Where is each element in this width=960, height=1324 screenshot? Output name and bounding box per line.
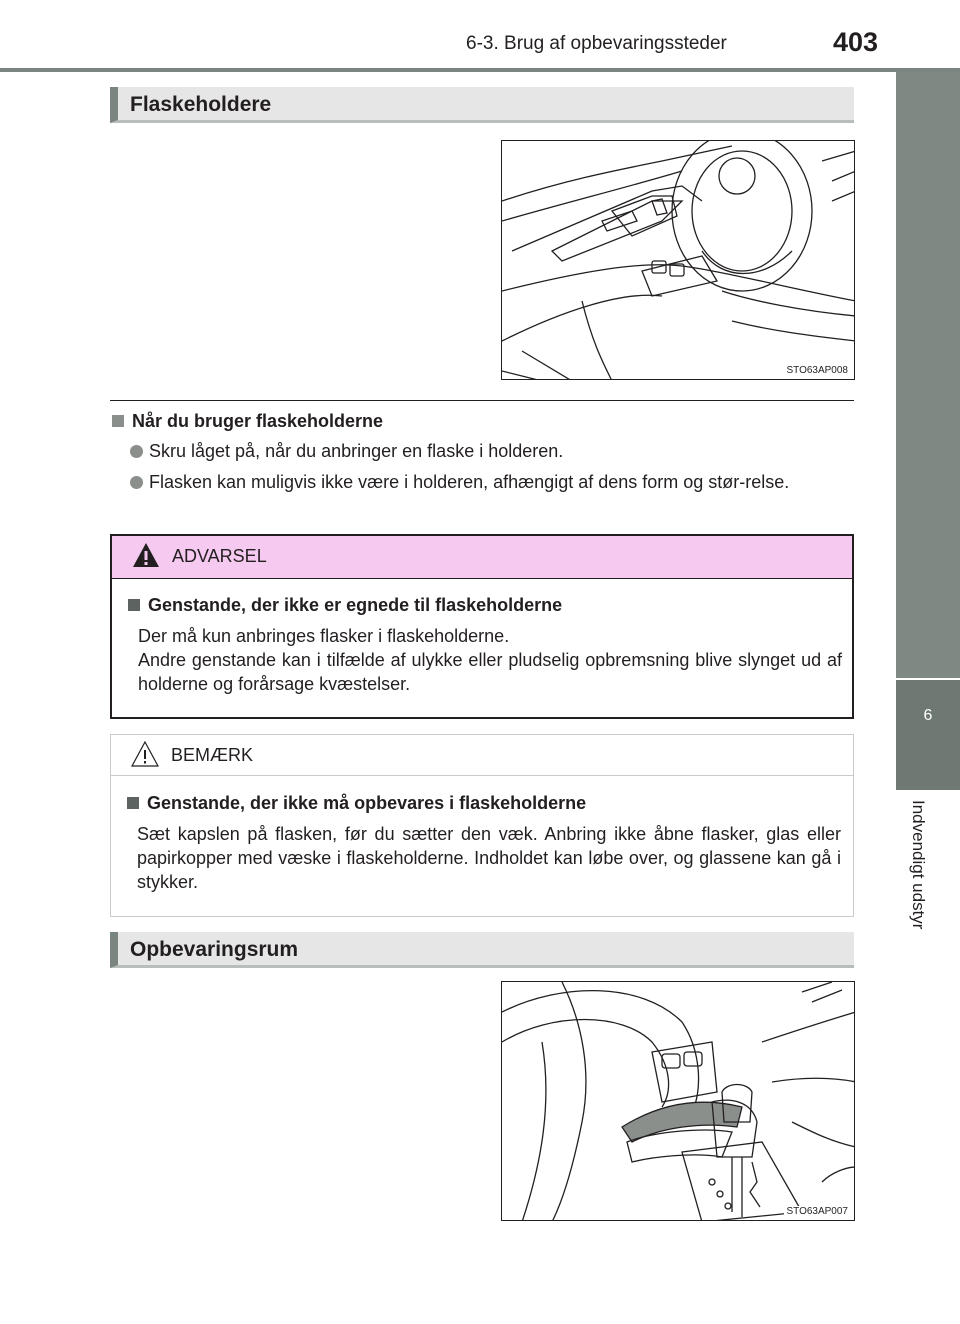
- header-rule: [0, 68, 960, 72]
- section-title: Flaskeholdere: [130, 93, 272, 116]
- notice-heading: Genstande, der ikke må opbevares i flaskeholderne: [127, 793, 586, 814]
- notice-box-header: [111, 735, 853, 776]
- section-heading-storage: [110, 932, 854, 968]
- warning-triangle-icon: [132, 541, 160, 569]
- divider: [110, 400, 854, 401]
- warning-text: Der må kun anbringes flasker i flaskeholderne. Andre genstande kan i tilfælde af ulykke eller pludselig opbremsning blive slynget ud af holderne og forårsage kvæstelser.: [138, 626, 842, 694]
- figure-label: STO63AP008: [786, 365, 848, 376]
- warning-title: ADVARSEL: [172, 546, 267, 566]
- illustration-bottle-holder: [501, 140, 855, 380]
- round-bullet-icon: [130, 445, 143, 458]
- round-bullet-icon: [130, 476, 143, 489]
- square-bullet-icon: [112, 415, 124, 427]
- section-header-title: 6-3. Brug af opbevaringssteder: [466, 33, 727, 54]
- list-item: [130, 438, 854, 465]
- list-item-text: Flasken kan muligvis ikke være i holderen, afhængigt af dens form og stør-relse.: [149, 472, 790, 492]
- chapter-tab: [896, 680, 960, 790]
- warning-heading: Genstande, der ikke er egnede til flaskeholderne: [128, 595, 562, 616]
- side-tab-bar: [896, 72, 960, 678]
- chapter-title: Indvendigt udstyr: [909, 800, 928, 930]
- square-bullet-icon: [128, 599, 140, 611]
- section-title: Opbevaringsrum: [130, 938, 299, 961]
- page-number: 403: [833, 27, 879, 57]
- warning-box-header: [112, 536, 852, 579]
- warning-box: [110, 534, 854, 719]
- section-heading-bottle-holders: [110, 87, 854, 123]
- notice-text: Sæt kapslen på flasken, før du sætter den væk. Anbring ikke åbne flasker, glas eller papirkopper med væske i flaskeholderne. Indholdet kan løbe over, og glassene kan gå i stykker.: [137, 824, 841, 892]
- storage-drawing: [502, 982, 855, 1221]
- chapter-number: 6: [923, 707, 933, 724]
- usage-heading: Når du bruger flaskeholderne: [112, 411, 383, 432]
- list-item-text: Skru låget på, når du anbringer en flaske i holderen.: [149, 441, 564, 461]
- square-bullet-icon: [127, 797, 139, 809]
- notice-box: [110, 734, 854, 917]
- illustration-storage: [501, 981, 855, 1221]
- figure-label: STO63AP007: [786, 1206, 848, 1217]
- caution-outline-icon: [131, 740, 159, 768]
- notice-title: BEMÆRK: [171, 745, 254, 765]
- list-item: [130, 469, 854, 496]
- bottle-holder-drawing: [502, 141, 855, 380]
